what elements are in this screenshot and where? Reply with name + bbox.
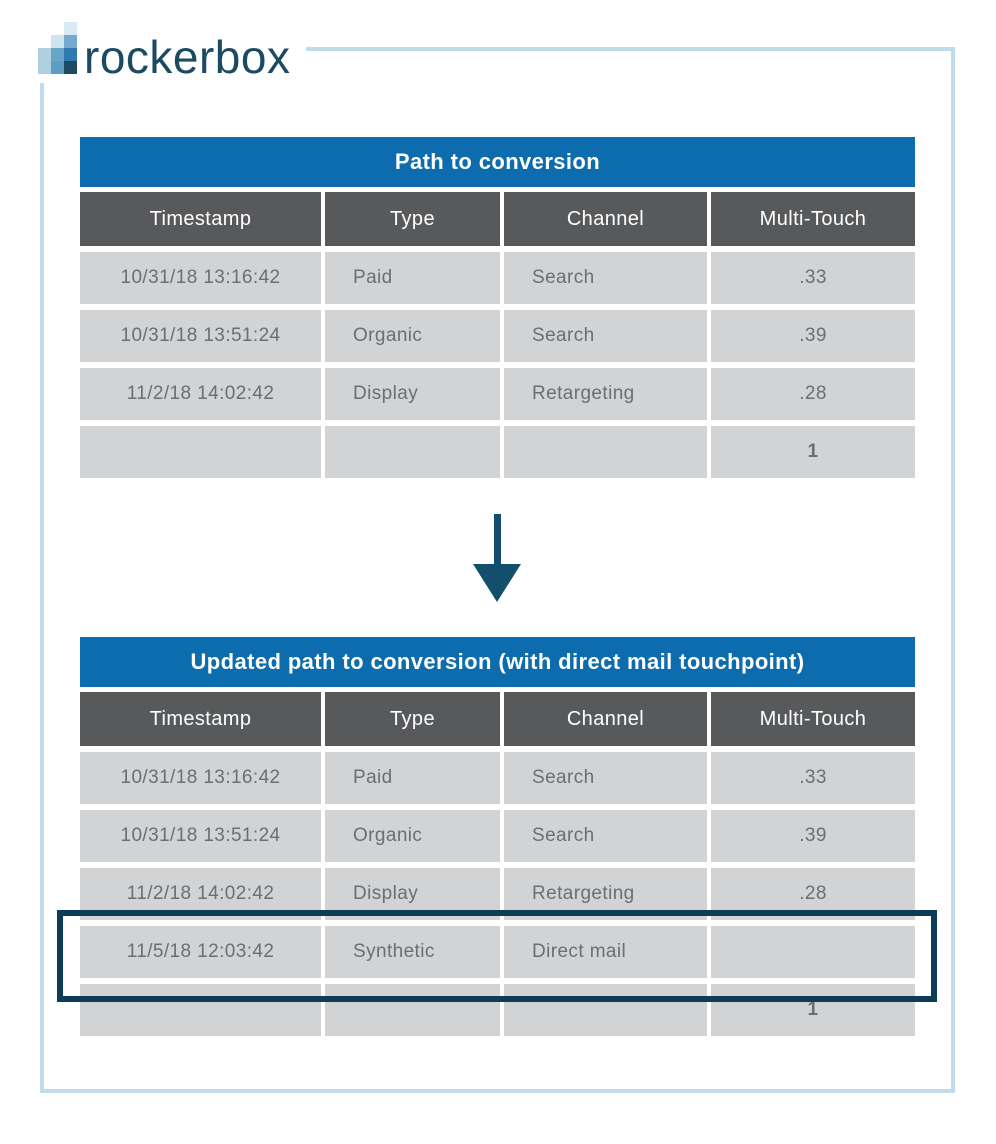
- table-column-header: Multi-Touch: [711, 192, 915, 246]
- rockerbox-logo: [34, 18, 306, 83]
- down-arrow-icon: [473, 514, 521, 600]
- table-column-header: Multi-Touch: [711, 692, 915, 746]
- table-cell: Paid: [325, 252, 500, 304]
- table-cell: 10/31/18 13:51:24: [80, 810, 321, 862]
- table-cell: .28: [711, 368, 915, 420]
- rockerbox-logo-icon: [38, 22, 77, 74]
- table-cell: 11/2/18 14:02:42: [80, 368, 321, 420]
- table-cell: 10/31/18 13:16:42: [80, 752, 321, 804]
- table-column-header: Timestamp: [80, 192, 321, 246]
- table-column-header: Type: [325, 192, 500, 246]
- table-column-header: Channel: [504, 192, 707, 246]
- table-cell: Paid: [325, 752, 500, 804]
- table-cell: 11/2/18 14:02:42: [80, 868, 321, 920]
- table-cell: Retargeting: [504, 868, 707, 920]
- table-cell: .39: [711, 310, 915, 362]
- table-cell: [504, 426, 707, 478]
- logo-pixel: [64, 48, 77, 61]
- table-cell: Direct mail: [504, 926, 707, 978]
- table-column-header: Type: [325, 692, 500, 746]
- rockerbox-logo-text: rockerbox: [84, 31, 291, 84]
- table-title: Updated path to conversion (with direct mail touchpoint): [80, 637, 915, 687]
- table-column-header: Timestamp: [80, 692, 321, 746]
- table-cell: 11/5/18 12:03:42: [80, 926, 321, 978]
- table-cell: .39: [711, 810, 915, 862]
- table-cell: 10/31/18 13:51:24: [80, 310, 321, 362]
- table-cell: Organic: [325, 810, 500, 862]
- table-cell: Search: [504, 310, 707, 362]
- table-cell: [325, 426, 500, 478]
- logo-pixel: [64, 35, 77, 48]
- logo-pixel: [38, 48, 51, 61]
- table-cell: Search: [504, 752, 707, 804]
- table-cell: Synthetic: [325, 926, 500, 978]
- table-cell: 1: [711, 426, 915, 478]
- logo-pixel: [38, 22, 51, 35]
- logo-pixel: [51, 48, 64, 61]
- logo-pixel: [51, 61, 64, 74]
- table-cell: [80, 426, 321, 478]
- logo-pixel: [51, 22, 64, 35]
- table-cell: Organic: [325, 310, 500, 362]
- table-cell: .28: [711, 868, 915, 920]
- table-cell: Search: [504, 252, 707, 304]
- logo-pixel: [64, 22, 77, 35]
- down-arrow-stem: [494, 514, 501, 564]
- logo-pixel: [64, 61, 77, 74]
- highlight-box: [57, 910, 937, 1002]
- logo-pixel: [38, 61, 51, 74]
- table-cell: Display: [325, 368, 500, 420]
- table-cell: 10/31/18 13:16:42: [80, 252, 321, 304]
- table-cell: Retargeting: [504, 368, 707, 420]
- table-cell: Display: [325, 868, 500, 920]
- table-cell: Search: [504, 810, 707, 862]
- table-grid: [80, 192, 915, 478]
- table-cell: 1: [711, 984, 915, 1036]
- table-column-header: Channel: [504, 692, 707, 746]
- logo-pixel: [38, 35, 51, 48]
- logo-pixel: [51, 35, 64, 48]
- down-arrow-head: [473, 564, 521, 602]
- path-to-conversion-table: [80, 137, 915, 478]
- table-title: Path to conversion: [80, 137, 915, 187]
- table-cell: .33: [711, 752, 915, 804]
- table-cell: .33: [711, 252, 915, 304]
